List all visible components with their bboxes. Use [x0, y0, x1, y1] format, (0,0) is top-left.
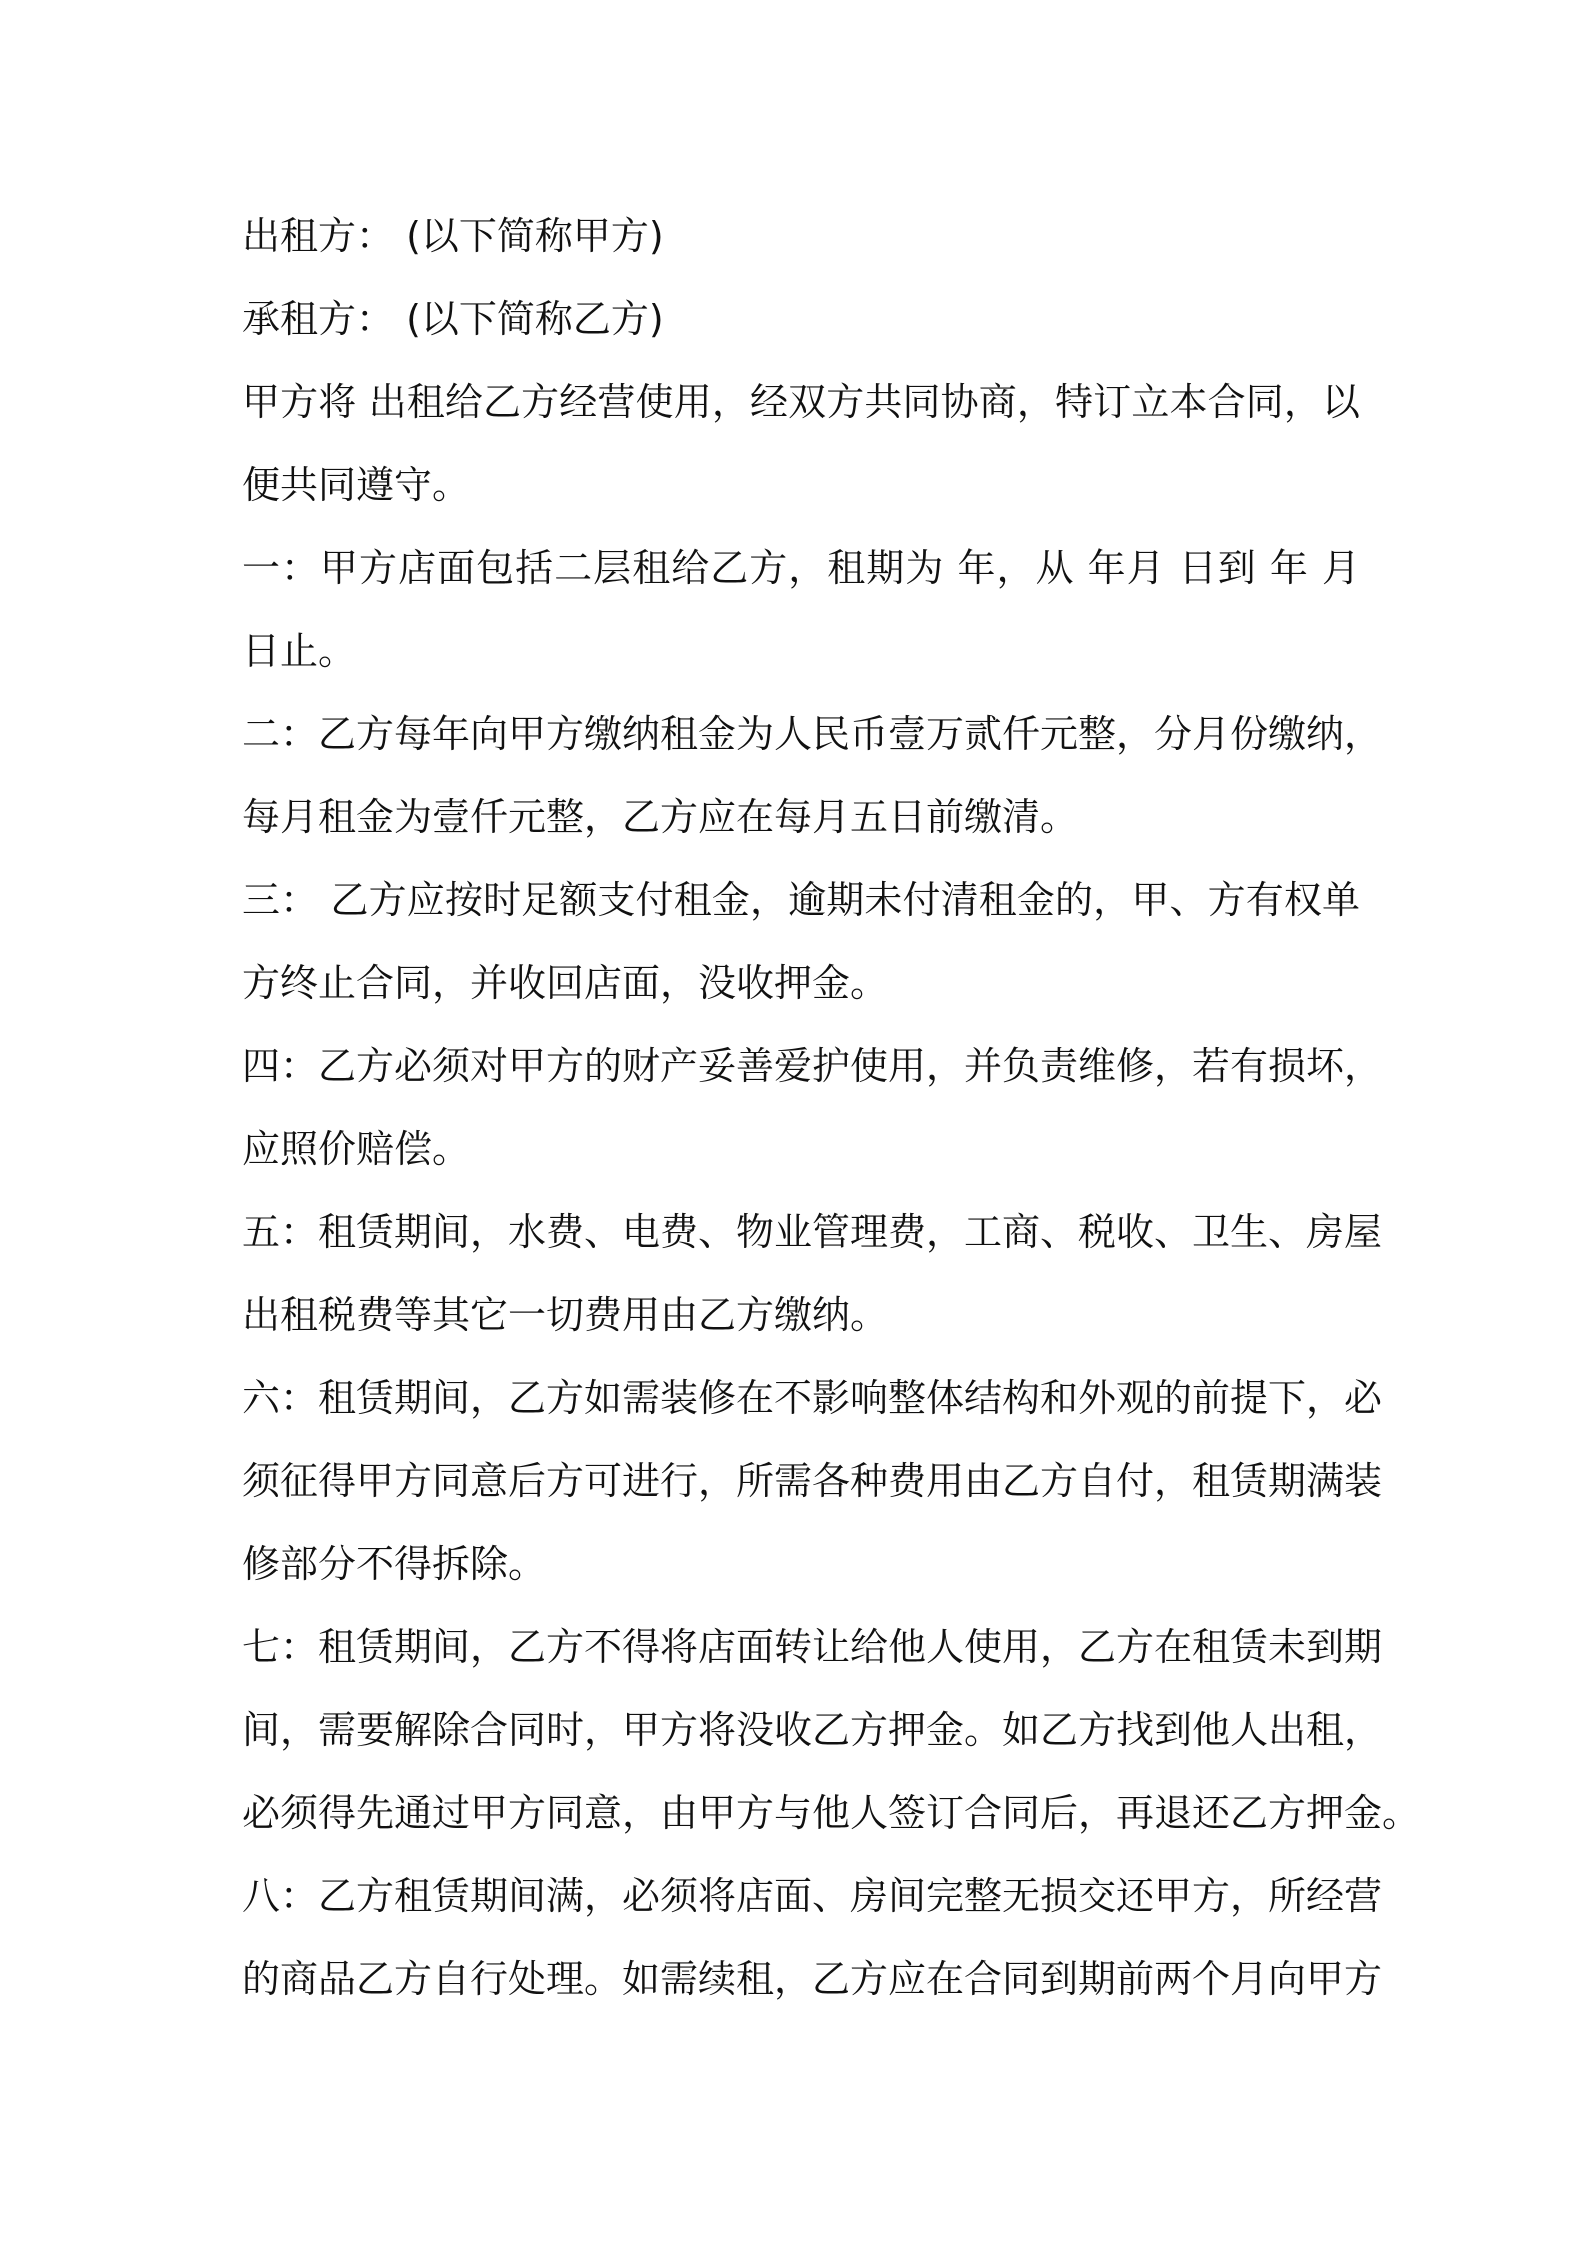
text-line-clause-3b: 方终止合同，并收回店面，没收押金。	[242, 961, 889, 1005]
text-line-clause-1a: 一：甲方店面包括二层租给乙方，租期为 年，从 年月 日到 年 月	[242, 546, 1360, 590]
text-line-clause-1b: 日止。	[242, 629, 357, 673]
text-line-clause-7a: 七：租赁期间，乙方不得将店面转让给他人使用，乙方在租赁未到期	[242, 1625, 1383, 1669]
text-line-party-b: 承租方： (以下简称乙方)	[242, 297, 664, 341]
text-line-clause-8b: 的商品乙方自行处理。如需续租，乙方应在合同到期前两个月向甲方	[242, 1957, 1383, 2001]
text-line-clause-7c: 必须得先通过甲方同意，由甲方与他人签订合同后，再退还乙方押金。	[242, 1791, 1421, 1835]
text-line-clause-7b: 间，需要解除合同时，甲方将没收乙方押金。如乙方找到他人出租，	[242, 1708, 1383, 1752]
text-line-intro-1: 甲方将 出租给乙方经营使用，经双方共同协商，特订立本合同，以	[242, 380, 1360, 424]
text-line-clause-8a: 八：乙方租赁期间满，必须将店面、房间完整无损交还甲方，所经营	[242, 1874, 1383, 1918]
text-line-clause-5b: 出租税费等其它一切费用由乙方缴纳。	[242, 1293, 889, 1337]
text-line-clause-2b: 每月租金为壹仟元整，乙方应在每月五日前缴清。	[242, 795, 1079, 839]
text-line-clause-4a: 四：乙方必须对甲方的财产妥善爱护使用，并负责维修，若有损坏，	[242, 1044, 1383, 1088]
text-line-clause-4b: 应照价赔偿。	[242, 1127, 471, 1171]
text-line-party-a: 出租方： (以下简称甲方)	[242, 214, 664, 258]
text-line-clause-5a: 五：租赁期间，水费、电费、物业管理费，工商、税收、卫生、房屋	[242, 1210, 1383, 1254]
text-line-clause-2a: 二：乙方每年向甲方缴纳租金为人民币壹万贰仟元整，分月份缴纳，	[242, 712, 1383, 756]
document-body	[242, 195, 1421, 2021]
text-line-clause-3a: 三： 乙方应按时足额支付租金，逾期未付清租金的，甲、方有权单	[242, 878, 1360, 922]
text-line-intro-2: 便共同遵守。	[242, 463, 471, 507]
text-line-clause-6c: 修部分不得拆除。	[242, 1542, 547, 1586]
text-line-clause-6a: 六：租赁期间，乙方如需装修在不影响整体结构和外观的前提下，必	[242, 1376, 1383, 1420]
text-line-clause-6b: 须征得甲方同意后方可进行，所需各种费用由乙方自付，租赁期满装	[242, 1459, 1383, 1503]
